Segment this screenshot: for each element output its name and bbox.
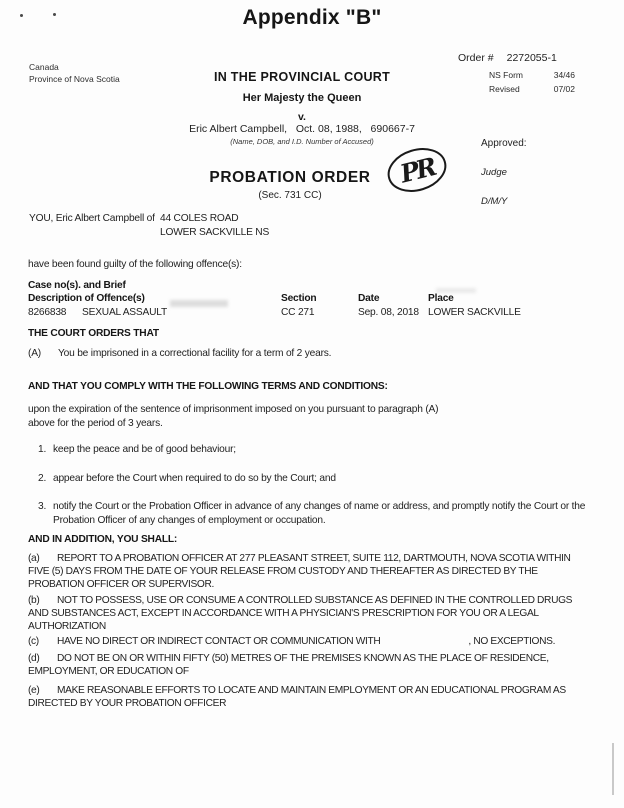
order-number-value: 2272055-1 bbox=[506, 52, 557, 64]
ns-form-row bbox=[489, 68, 575, 82]
scan-edge-artifact bbox=[612, 743, 614, 795]
additional-item-d bbox=[28, 652, 603, 678]
order-item-a-text: You be imprisoned in a correctional facility for a term of 2 years. bbox=[58, 348, 332, 359]
case-header-line-2: Description of Offence(s) bbox=[28, 292, 145, 304]
item-c-before-blank: HAVE NO DIRECT OR INDIRECT CONTACT OR COMMUNICATION WITH bbox=[57, 636, 381, 647]
date-format-label: D/M/Y bbox=[481, 196, 508, 207]
condition-3 bbox=[38, 500, 585, 527]
offence-date: Sep. 08, 2018 bbox=[358, 307, 419, 318]
offence-table-case-header bbox=[28, 280, 145, 305]
item-d-first-line bbox=[28, 652, 603, 665]
appendix-title: Appendix "B" bbox=[242, 6, 382, 29]
item-b-line-2: AND SUBSTANCES ACT, EXCEPT IN ACCORDANCE WITH A PHYSICIAN'S PRESCRIPTION FOR YOU OR A LEGAL bbox=[28, 608, 539, 619]
revised-label: Revised bbox=[489, 84, 520, 94]
crown-party: Her Majesty the Queen bbox=[242, 92, 362, 104]
order-item-a-label: (A) bbox=[28, 348, 41, 359]
form-meta-block bbox=[489, 68, 575, 96]
item-c-after-blank: , NO EXCEPTIONS. bbox=[468, 636, 556, 647]
comply-heading: AND THAT YOU COMPLY WITH THE FOLLOWING TERMS AND CONDITIONS: bbox=[28, 381, 388, 392]
offence-place: LOWER SACKVILLE bbox=[428, 307, 521, 318]
comply-intro-line-2: above for the period of 3 years. bbox=[28, 417, 163, 429]
address-line-1: 44 COLES ROAD bbox=[160, 213, 239, 224]
item-b-line-3: AUTHORIZATION bbox=[28, 621, 106, 632]
handwritten-pr-stamp bbox=[384, 143, 454, 203]
item-d-label: (d) bbox=[28, 653, 40, 664]
item-e-label: (e) bbox=[28, 685, 40, 696]
place-column-header: Place bbox=[428, 293, 454, 304]
court-orders-heading: THE COURT ORDERS THAT bbox=[28, 328, 159, 339]
item-a-label: (a) bbox=[28, 553, 40, 564]
scan-smudge bbox=[170, 300, 228, 307]
judge-signature-label: Judge bbox=[481, 167, 507, 178]
condition-1 bbox=[38, 443, 236, 457]
approved-label: Approved: bbox=[481, 138, 527, 149]
guilty-statement: have been found guilty of the following offence(s): bbox=[28, 259, 242, 270]
item-c-text bbox=[57, 635, 555, 648]
item-b-line-1: NOT TO POSSESS, USE OR CONSUME A CONTROLLED SUBSTANCE AS DEFINED IN THE CONTROLLED DRUGS bbox=[57, 595, 573, 606]
offence-description: SEXUAL ASSAULT bbox=[82, 307, 167, 318]
probation-order-title: PROBATION ORDER bbox=[209, 169, 371, 186]
additional-item-a bbox=[28, 552, 603, 591]
pr-stamp-icon bbox=[384, 143, 454, 203]
condition-3-text bbox=[53, 500, 585, 527]
offence-case-no: 8266838 bbox=[28, 307, 67, 318]
item-d-line-2: EMPLOYMENT, OR EDUCATION OF bbox=[28, 666, 189, 677]
item-a-first-line bbox=[28, 552, 603, 565]
item-c-label: (c) bbox=[28, 636, 39, 647]
item-b-label: (b) bbox=[28, 595, 40, 606]
svg-text:PR: PR bbox=[397, 152, 437, 189]
condition-2-text: appear before the Court when required to do so by the Court; and bbox=[53, 473, 336, 484]
additional-item-c bbox=[28, 635, 603, 648]
accused-name-line: Eric Albert Campbell, Oct. 08, 1988, 690667-7 bbox=[189, 123, 415, 135]
condition-3-number: 3. bbox=[38, 501, 47, 512]
additional-item-e bbox=[28, 684, 603, 710]
item-a-line-1: REPORT TO A PROBATION OFFICER AT 277 PLEASANT STREET, SUITE 112, DARTMOUTH, NOVA SCOTIA WITHIN bbox=[57, 553, 571, 564]
condition-3-line-1: notify the Court or the Probation Officer in advance of any changes of name or address, and promptly notify the Court or the bbox=[53, 501, 586, 512]
accused-caption: (Name, DOB, and I.D. Number of Accused) bbox=[230, 137, 374, 146]
additional-item-b bbox=[28, 594, 603, 633]
comply-intro-paragraph bbox=[28, 403, 438, 430]
versus-label: v. bbox=[298, 111, 306, 123]
ns-form-value: 34/46 bbox=[553, 70, 575, 80]
item-a-line-3: PROBATION OFFICER OR SUPERVISOR. bbox=[28, 579, 214, 590]
item-b-first-line bbox=[28, 594, 603, 607]
comply-intro-line-1: upon the expiration of the sentence of imprisonment imposed on you pursuant to paragraph (A) bbox=[28, 404, 439, 415]
address-line-2: LOWER SACKVILLE NS bbox=[160, 226, 270, 238]
order-number-label: Order # bbox=[458, 52, 494, 64]
item-d-line-1: DO NOT BE ON OR WITHIN FIFTY (50) METRES OF THE PREMISES KNOWN AS THE PLACE OF RESIDENCE, bbox=[57, 653, 549, 664]
revised-row bbox=[489, 82, 575, 96]
ns-form-label: NS Form bbox=[489, 70, 523, 80]
additional-heading: AND IN ADDITION, YOU SHALL: bbox=[28, 534, 178, 545]
court-title: IN THE PROVINCIAL COURT bbox=[213, 70, 391, 84]
jurisdiction-country: Canada bbox=[29, 62, 59, 72]
item-e-first-line bbox=[28, 684, 603, 697]
recipient-prefix: YOU, Eric Albert Campbell of bbox=[29, 213, 155, 224]
condition-1-number: 1. bbox=[38, 444, 47, 455]
condition-1-text: keep the peace and be of good behaviour; bbox=[53, 444, 236, 455]
item-e-line-1: MAKE REASONABLE EFFORTS TO LOCATE AND MAINTAIN EMPLOYMENT OR AN EDUCATIONAL PROGRAM AS bbox=[57, 685, 566, 696]
revised-value: 07/02 bbox=[553, 84, 575, 94]
condition-3-line-2: Probation Officer of any changes of employment or occupation. bbox=[53, 514, 326, 526]
offence-section: CC 271 bbox=[281, 307, 315, 318]
order-number-row bbox=[458, 52, 557, 64]
item-a-line-2: FIVE (5) DAYS FROM THE DATE OF YOUR RELEASE FROM CUSTODY AND THEREAFTER AS DIRECTED BY THE bbox=[28, 566, 538, 577]
section-caption: (Sec. 731 CC) bbox=[258, 190, 322, 201]
recipient-address bbox=[160, 212, 269, 239]
jurisdiction-province: Province of Nova Scotia bbox=[29, 74, 120, 84]
condition-2-number: 2. bbox=[38, 473, 47, 484]
item-e-line-2: DIRECTED BY YOUR PROBATION OFFICER bbox=[28, 698, 227, 709]
condition-2 bbox=[38, 472, 336, 486]
case-header-line-1: Case no(s). and Brief bbox=[28, 280, 126, 291]
date-column-header: Date bbox=[358, 293, 380, 304]
section-column-header: Section bbox=[281, 293, 317, 304]
